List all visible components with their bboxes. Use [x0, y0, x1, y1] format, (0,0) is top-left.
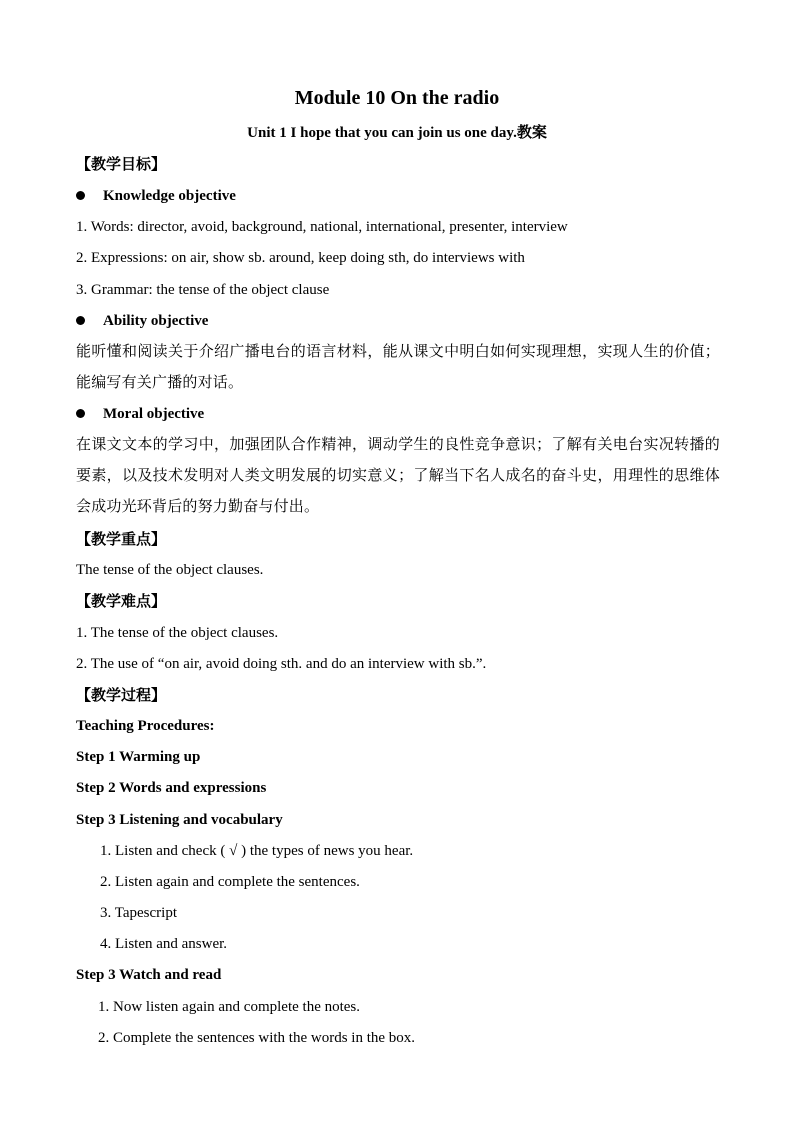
step-3-watch-heading: Step 3 Watch and read — [76, 967, 222, 983]
bullet-icon — [76, 316, 85, 325]
bullet-icon — [76, 409, 85, 418]
ability-objective-text: 能听懂和阅读关于介绍广播电台的语言材料，能从课文中明白如何实现理想，实现人生的价值；能编写有关广播的对话。 — [76, 342, 720, 391]
knowledge-objective-label: Knowledge objective — [103, 188, 236, 204]
knowledge-objective-heading — [76, 186, 236, 206]
key-point-text: The tense of the object clauses. — [76, 562, 264, 578]
ability-objective-label: Ability objective — [103, 313, 209, 329]
bullet-icon — [76, 191, 85, 200]
section-heading-difficult-points: 【教学难点】 — [76, 592, 167, 610]
step-3-listening-heading: Step 3 Listening and vocabulary — [76, 812, 283, 828]
section-heading-objectives: 【教学目标】 — [76, 155, 167, 173]
listening-item-3: 3. Tapescript — [100, 905, 177, 921]
moral-objective-heading — [76, 404, 204, 424]
section-heading-process: 【教学过程】 — [76, 686, 167, 704]
knowledge-line-words: 1. Words: director, avoid, background, national, international, presenter, interview — [76, 219, 568, 235]
section-heading-key-points: 【教学重点】 — [76, 530, 167, 548]
moral-objective-label: Moral objective — [103, 406, 205, 422]
step-2-heading: Step 2 Words and expressions — [76, 780, 267, 796]
page-title: Module 10 On the radio — [294, 87, 500, 109]
knowledge-line-expressions: 2. Expressions: on air, show sb. around, keep doing sth, do interviews with — [76, 250, 525, 266]
listening-item-1: 1. Listen and check ( √ ) the types of news you hear. — [100, 843, 414, 859]
moral-objective-text: 在课文文本的学习中，加强团队合作精神，调动学生的良性竞争意识；了解有关电台实况转播的要素，以及技术发明对人类文明发展的切实意义；了解当下名人成名的奋斗史，用理性的思维体会成功光环背后的努力勤奋与付出。 — [76, 435, 720, 515]
listening-item-4: 4. Listen and answer. — [100, 936, 228, 952]
difficult-point-1: 1. The tense of the object clauses. — [76, 625, 279, 641]
watch-item-2: 2. Complete the sentences with the words in the box. — [98, 1030, 416, 1046]
teaching-procedures-label: Teaching Procedures: — [76, 718, 215, 734]
difficult-point-2: 2. The use of “on air, avoid doing sth. and do an interview with sb.”. — [76, 656, 487, 672]
ability-objective-heading — [76, 311, 208, 331]
step-1-heading: Step 1 Warming up — [76, 749, 201, 765]
listening-item-2: 2. Listen again and complete the sentences. — [100, 874, 360, 890]
knowledge-line-grammar: 3. Grammar: the tense of the object clause — [76, 282, 330, 298]
watch-item-1: 1. Now listen again and complete the notes. — [98, 999, 361, 1015]
page-subtitle: Unit 1 I hope that you can join us one day.教案 — [247, 125, 547, 141]
